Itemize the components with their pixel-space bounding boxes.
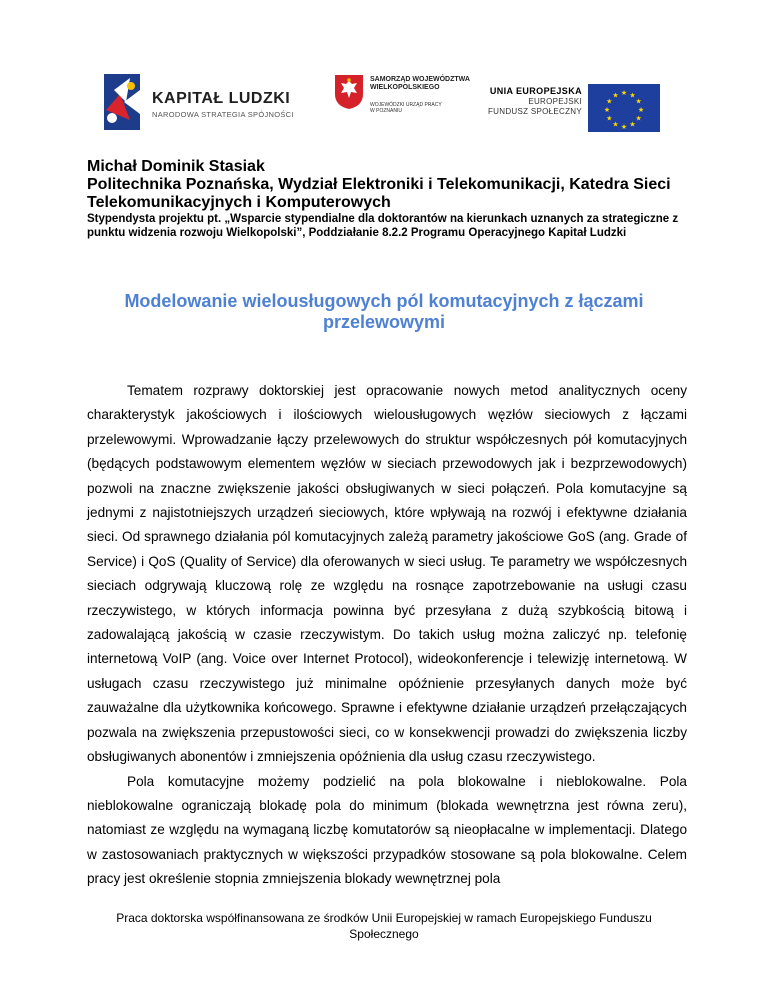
eu-line1: UNIA EUROPEJSKA bbox=[489, 86, 582, 96]
kapital-ludzki-title: KAPITAŁ LUDZKI bbox=[152, 90, 291, 107]
svg-text:★: ★ bbox=[612, 120, 619, 129]
svg-text:★: ★ bbox=[603, 106, 611, 114]
wielkopolska-line2: WIELKOPOLSKIEGO bbox=[370, 84, 440, 91]
svg-text:★: ★ bbox=[612, 91, 619, 100]
thesis-title: Modelowanie wielousługowych pól komutacyjnych z łączami przelewowymi bbox=[124, 291, 644, 332]
eu-text bbox=[488, 86, 582, 117]
paragraph-2: Pola komutacyjne możemy podzielić na pola blokowalne i nieblokowalne. Pola nieblokowalne ograniczają blokadę pola do minimum (blokada wewnętrzna jest równa zeru), natomiast ze względu na wymaganą liczbę komutatorów są nieopłacalne w implementacji. Dlatego w zastosowaniach praktycznych w większości przypadków stosowane są pola blokowalne. Celem pracy jest określenie stopnia zmniejszenia blokady wewnętrznej pola bbox=[87, 773, 687, 887]
kapital-ludzki-logo bbox=[100, 72, 320, 132]
svg-text:★: ★ bbox=[629, 120, 636, 129]
kapital-ludzki-mark-icon bbox=[100, 72, 152, 132]
funding-footer: Praca doktorska współfinansowana ze środków Unii Europejskiej w ramach Europejskiego Funduszu Społecznego bbox=[116, 911, 652, 941]
svg-text:★: ★ bbox=[620, 89, 628, 97]
eu-line3: FUNDUSZ SPOŁECZNY bbox=[488, 107, 582, 116]
wup-name bbox=[370, 102, 442, 114]
eu-line2: EUROPEJSKI bbox=[528, 97, 582, 106]
svg-text:★: ★ bbox=[629, 91, 636, 100]
eagle-crest-icon bbox=[334, 74, 364, 110]
eu-logo bbox=[488, 84, 660, 131]
svg-text:★: ★ bbox=[637, 106, 645, 114]
abstract-body bbox=[87, 379, 687, 892]
author-affiliation: Politechnika Poznańska, Wydział Elektroniki i Telekomunikacji, Katedra Sieci Telekomunikacyjnych i Komputerowych bbox=[87, 176, 671, 211]
wup-line1: WOJEWÓDZKI URZĄD PRACY bbox=[370, 102, 442, 108]
logo-bar bbox=[0, 60, 768, 150]
paragraph-1: Tematem rozprawy doktorskiej jest opracowanie nowych metod analitycznych oceny charakterystyk jakościowych i ilościowych wielousługowych węzłów sieciowych z łączami przelewowymi. Wprowadzanie łączy przelewowych do struktur współczesnych pół komutacyjnych (będących podstawowym elementem węzłów w sieciach przewodowych jak i bezprzewodowych) pozwoli na znaczne zwiększenie jakości obsługiwanych w sieci połączeń. Pola komutacyjne są jednymi z najistotniejszych urządzeń sieciowych, które wpływają na rozwój i efektywne działania sieci. Od sprawnego działania pól komutacyjnych zależą parametry jakościowe GoS (ang. Grade of Service) i QoS (Quality of Service) dla oferowanych w sieci usług. Te parametry we współczesnych sieciach odgrywają kluczową rolę ze względu na rosnące zapotrzebowanie na usługi czasu rzeczywistego, w których informacja powinna być przesyłana z dużą szybkością bitową i zadowalającą jakością w czasie rzeczywistym. Do takich usług można zaliczyć np. telefonię internetową VoIP (ang. Voice over Internet Protocol), wideokonferencje i telewizję internetową. W usługach czasu rzeczywistego już minimalne opóźnienie przesyłanych danych może być zauważalne dla użytkownika końcowego. Sprawne i efektywne działanie urządzeń przełączających pozwala na zwiększenia przepustowości sieci, co w konsekwencji prowadzi do zwiększenia liczby obsługiwanych abonentów i zmniejszenia opóźnienia dla usług czasu rzeczywistego. bbox=[87, 383, 687, 765]
svg-text:★: ★ bbox=[620, 123, 628, 131]
svg-text:★: ★ bbox=[635, 97, 642, 106]
eu-flag-icon bbox=[588, 84, 660, 132]
wielkopolska-name bbox=[370, 76, 470, 92]
wielkopolska-logo bbox=[334, 74, 470, 134]
wielkopolska-line1: SAMORZĄD WOJEWÓDZTWA bbox=[370, 76, 470, 83]
svg-text:★: ★ bbox=[606, 97, 613, 106]
svg-text:★: ★ bbox=[635, 114, 642, 123]
svg-text:★: ★ bbox=[606, 114, 613, 123]
author-name: Michał Dominik Stasiak bbox=[87, 158, 265, 175]
wup-line2: W POZNANIU bbox=[370, 108, 402, 114]
kapital-ludzki-subtitle: NARODOWA STRATEGIA SPÓJNOŚCI bbox=[152, 110, 294, 119]
grant-info: Stypendysta projektu pt. „Wsparcie stypendialne dla doktorantów na kierunkach uznanych za strategiczne z punktu widzenia rozwoju Wielkopolski”, Poddziałanie 8.2.2 Programu Operacyjnego Kapitał Ludzki bbox=[87, 213, 679, 239]
